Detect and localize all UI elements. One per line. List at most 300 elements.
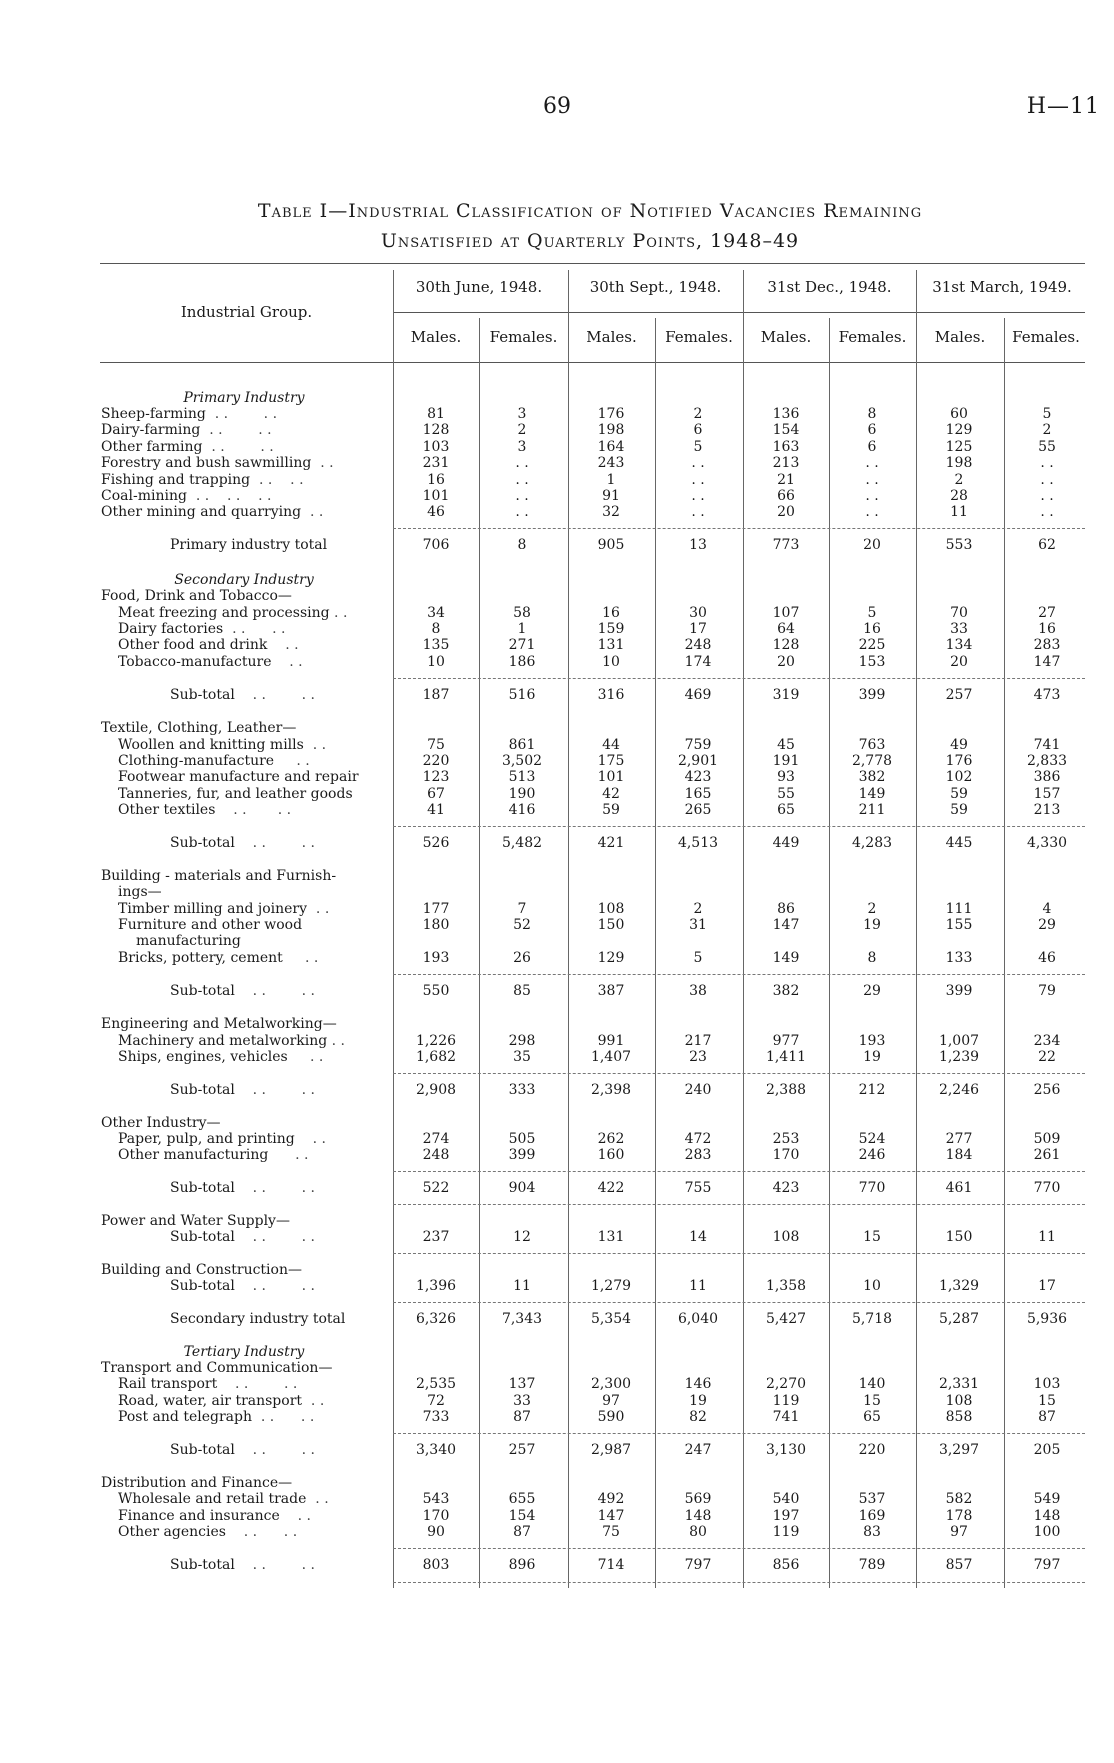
table-cell: 248 bbox=[684, 637, 712, 653]
table-cell: 1,682 bbox=[415, 1049, 457, 1065]
row-label bbox=[118, 802, 404, 818]
table-cell: 6 bbox=[867, 439, 877, 455]
table-cell: 1,358 bbox=[765, 1278, 807, 1294]
subtotal-rule bbox=[393, 1204, 1085, 1205]
table-cell: 20 bbox=[863, 537, 881, 553]
table-cell: 102 bbox=[945, 769, 973, 785]
table-cell: 262 bbox=[597, 1131, 625, 1147]
row-label bbox=[118, 1524, 404, 1540]
table-cell: 12 bbox=[513, 1229, 531, 1245]
table-cell: 213 bbox=[1033, 802, 1061, 818]
table-row bbox=[0, 737, 1114, 753]
row-label bbox=[101, 1213, 387, 1229]
table-cell: 97 bbox=[602, 1393, 620, 1409]
table-row bbox=[0, 769, 1114, 785]
row-label bbox=[118, 1049, 404, 1065]
table-cell: 75 bbox=[602, 1524, 620, 1540]
row-label-text: Furniture and other wood bbox=[118, 917, 303, 933]
table-cell: 2,833 bbox=[1026, 753, 1068, 769]
table-cell: . . bbox=[691, 455, 705, 471]
table-cell: 129 bbox=[945, 422, 973, 438]
row-label bbox=[118, 769, 404, 785]
table-cell: 42 bbox=[602, 786, 620, 802]
table-cell: 176 bbox=[945, 753, 973, 769]
table-cell: 706 bbox=[422, 537, 450, 553]
table-cell: . . bbox=[865, 455, 879, 471]
table-title-line-2: Unsatisfied at Quarterly Points, 1948–49 bbox=[380, 230, 800, 252]
table-cell: 147 bbox=[1033, 654, 1061, 670]
table-cell: 6 bbox=[867, 422, 877, 438]
table-cell: 8 bbox=[867, 406, 877, 422]
row-label-text: Other Industry— bbox=[101, 1115, 221, 1131]
period-header: 30th June, 1948. bbox=[415, 278, 543, 296]
table-cell: 157 bbox=[1033, 786, 1061, 802]
table-cell: 191 bbox=[772, 753, 800, 769]
table-cell: 83 bbox=[863, 1524, 881, 1540]
table-cell: 23 bbox=[689, 1049, 707, 1065]
table-cell: 4,513 bbox=[677, 835, 719, 851]
table-cell: 15 bbox=[1038, 1393, 1056, 1409]
table-cell: 6,326 bbox=[415, 1311, 457, 1327]
table-row bbox=[0, 439, 1114, 455]
row-label bbox=[101, 588, 387, 604]
table-cell: 505 bbox=[508, 1131, 536, 1147]
table-cell: 5 bbox=[693, 950, 703, 966]
row-label-text: Paper, pulp, and printing bbox=[118, 1131, 295, 1147]
leader-dots: . . bbox=[274, 753, 310, 769]
table-cell: 6 bbox=[693, 422, 703, 438]
table-cell: 449 bbox=[772, 835, 800, 851]
table-cell: 184 bbox=[945, 1147, 973, 1163]
table-cell: 17 bbox=[1038, 1278, 1056, 1294]
table-cell: 3 bbox=[517, 406, 527, 422]
table-cell: 20 bbox=[950, 654, 968, 670]
table-cell: 16 bbox=[863, 621, 881, 637]
table-cell: 274 bbox=[422, 1131, 450, 1147]
table-cell: 31 bbox=[689, 917, 707, 933]
table-cell: 5,354 bbox=[590, 1311, 632, 1327]
table-bottom-rule bbox=[393, 1582, 1085, 1583]
table-cell: 146 bbox=[684, 1376, 712, 1392]
table-cell: 44 bbox=[602, 737, 620, 753]
row-label bbox=[101, 1344, 387, 1360]
table-row bbox=[0, 1393, 1114, 1409]
table-cell: 75 bbox=[427, 737, 445, 753]
table-cell: 1 bbox=[517, 621, 527, 637]
table-cell: 283 bbox=[684, 1147, 712, 1163]
leader-dots: . . . . bbox=[234, 1082, 315, 1098]
table-cell: 147 bbox=[772, 917, 800, 933]
subtotal-rule bbox=[393, 1171, 1085, 1172]
row-label bbox=[118, 621, 404, 637]
leader-dots: . . . . bbox=[250, 472, 304, 488]
table-cell: 65 bbox=[777, 802, 795, 818]
table-cell: 755 bbox=[684, 1180, 712, 1196]
table-cell: 65 bbox=[863, 1409, 881, 1425]
table-cell: 159 bbox=[597, 621, 625, 637]
table-cell: 1,239 bbox=[938, 1049, 980, 1065]
row-label-text: Sub-total bbox=[170, 1557, 235, 1573]
table-cell: 15 bbox=[863, 1229, 881, 1245]
row-label bbox=[118, 1033, 404, 1049]
table-cell: 237 bbox=[422, 1229, 450, 1245]
table-cell: 316 bbox=[597, 687, 625, 703]
table-row bbox=[0, 1131, 1114, 1147]
table-cell: 10 bbox=[602, 654, 620, 670]
row-label-text: Coal-mining bbox=[101, 488, 187, 504]
table-cell: . . bbox=[691, 504, 705, 520]
row-label bbox=[101, 472, 387, 488]
table-cell: 154 bbox=[772, 422, 800, 438]
table-row bbox=[0, 901, 1114, 917]
row-label-text: Machinery and metalworking bbox=[118, 1033, 328, 1049]
table-cell: 8 bbox=[867, 950, 877, 966]
table-cell: 60 bbox=[950, 406, 968, 422]
subtotal-rule bbox=[393, 1548, 1085, 1549]
leader-dots: . . bbox=[307, 901, 330, 917]
row-label-text: Rail transport bbox=[118, 1376, 218, 1392]
leader-dots: . . . . bbox=[234, 1229, 315, 1245]
table-cell: . . bbox=[691, 488, 705, 504]
table-cell: 741 bbox=[1033, 737, 1061, 753]
table-cell: 108 bbox=[945, 1393, 973, 1409]
table-cell: 382 bbox=[858, 769, 886, 785]
table-cell: 537 bbox=[858, 1491, 886, 1507]
table-cell: 261 bbox=[1033, 1147, 1061, 1163]
leader-dots: . . . . bbox=[234, 835, 315, 851]
row-label-text: Wholesale and retail trade bbox=[118, 1491, 307, 1507]
row-label bbox=[118, 637, 404, 653]
table-cell: 549 bbox=[1033, 1491, 1061, 1507]
table-cell: 773 bbox=[772, 537, 800, 553]
table-cell: 243 bbox=[597, 455, 625, 471]
table-cell: 234 bbox=[1033, 1033, 1061, 1049]
table-cell: 5 bbox=[693, 439, 703, 455]
table-cell: . . bbox=[515, 472, 529, 488]
table-cell: 180 bbox=[422, 917, 450, 933]
table-cell: 2 bbox=[693, 901, 703, 917]
sex-header: Females. bbox=[1012, 328, 1080, 346]
table-cell: 175 bbox=[597, 753, 625, 769]
table-row bbox=[0, 802, 1114, 818]
table-cell: 461 bbox=[945, 1180, 973, 1196]
table-cell: 382 bbox=[772, 983, 800, 999]
table-cell: 135 bbox=[422, 637, 450, 653]
table-cell: 524 bbox=[858, 1131, 886, 1147]
row-label bbox=[118, 605, 404, 621]
leader-dots: . . . . bbox=[202, 439, 274, 455]
table-cell: 119 bbox=[772, 1524, 800, 1540]
table-cell: 186 bbox=[508, 654, 536, 670]
table-cell: 93 bbox=[777, 769, 795, 785]
leader-dots: . . bbox=[287, 1049, 324, 1065]
table-cell: 197 bbox=[772, 1508, 800, 1524]
table-cell: 87 bbox=[513, 1409, 531, 1425]
table-cell: 52 bbox=[513, 917, 531, 933]
subtotal-rule bbox=[393, 528, 1085, 529]
table-cell: 101 bbox=[597, 769, 625, 785]
table-cell: 131 bbox=[597, 1229, 625, 1245]
subtotal-row bbox=[0, 537, 1114, 553]
table-cell: 857 bbox=[945, 1557, 973, 1573]
table-row bbox=[0, 422, 1114, 438]
leader-dots: . . . . bbox=[234, 1557, 315, 1573]
table-cell: 7 bbox=[517, 901, 527, 917]
row-label bbox=[136, 933, 422, 949]
table-cell: . . bbox=[1040, 472, 1054, 488]
table-cell: 174 bbox=[684, 654, 712, 670]
table-row bbox=[0, 488, 1114, 504]
row-label-text: Secondary industry total bbox=[170, 1311, 346, 1327]
row-label-text: Tertiary Industry bbox=[183, 1344, 305, 1360]
table-cell: 79 bbox=[1038, 983, 1056, 999]
table-cell: 4 bbox=[1042, 901, 1052, 917]
table-cell: 770 bbox=[858, 1180, 886, 1196]
table-cell: 797 bbox=[684, 1557, 712, 1573]
table-cell: 55 bbox=[1038, 439, 1056, 455]
table-cell: 178 bbox=[945, 1508, 973, 1524]
table-cell: 176 bbox=[597, 406, 625, 422]
subtotal-row bbox=[0, 1311, 1114, 1327]
table-cell: 100 bbox=[1033, 1524, 1061, 1540]
table-cell: 2,398 bbox=[590, 1082, 632, 1098]
table-cell: 111 bbox=[945, 901, 973, 917]
table-cell: 165 bbox=[684, 786, 712, 802]
row-label bbox=[101, 1016, 387, 1032]
table-cell: 140 bbox=[858, 1376, 886, 1392]
row-label bbox=[101, 720, 387, 736]
row-label-text: Sub-total bbox=[170, 1278, 235, 1294]
table-cell: 128 bbox=[772, 637, 800, 653]
row-label-text: Transport and Communication— bbox=[101, 1360, 333, 1376]
table-cell: 5,427 bbox=[765, 1311, 807, 1327]
sex-header: Males. bbox=[586, 328, 637, 346]
group-heading-row bbox=[0, 1475, 1114, 1491]
table-cell: 283 bbox=[1033, 637, 1061, 653]
table-cell: 386 bbox=[1033, 769, 1061, 785]
table-row bbox=[0, 455, 1114, 471]
subtotal-rule bbox=[393, 1253, 1085, 1254]
row-label-text: Sub-total bbox=[170, 687, 235, 703]
table-cell: 81 bbox=[427, 406, 445, 422]
table-cell: 217 bbox=[684, 1033, 712, 1049]
header-top-rule bbox=[100, 263, 1085, 264]
table-cell: 87 bbox=[513, 1524, 531, 1540]
table-cell: 770 bbox=[1033, 1180, 1061, 1196]
row-label-text: Power and Water Supply— bbox=[101, 1213, 290, 1229]
table-row bbox=[0, 933, 1114, 949]
table-cell: 3,130 bbox=[765, 1442, 807, 1458]
table-cell: 59 bbox=[602, 802, 620, 818]
table-row bbox=[0, 406, 1114, 422]
table-cell: 445 bbox=[945, 835, 973, 851]
row-label-text: manufacturing bbox=[136, 933, 241, 949]
subtotal-row bbox=[0, 1442, 1114, 1458]
row-label-text: ings— bbox=[118, 884, 162, 900]
table-cell: 193 bbox=[858, 1033, 886, 1049]
row-label-text: Other agencies bbox=[118, 1524, 226, 1540]
table-cell: 5,287 bbox=[938, 1311, 980, 1327]
table-row bbox=[0, 621, 1114, 637]
table-cell: 220 bbox=[422, 753, 450, 769]
table-cell: 733 bbox=[422, 1409, 450, 1425]
row-label bbox=[101, 439, 387, 455]
subtotal-rule bbox=[393, 1302, 1085, 1303]
table-cell: 91 bbox=[602, 488, 620, 504]
table-cell: 2 bbox=[867, 901, 877, 917]
group-heading-row bbox=[0, 720, 1114, 736]
table-cell: 516 bbox=[508, 687, 536, 703]
table-cell: 205 bbox=[1033, 1442, 1061, 1458]
table-cell: 128 bbox=[422, 422, 450, 438]
table-cell: . . bbox=[865, 504, 879, 520]
table-cell: 86 bbox=[777, 901, 795, 917]
table-cell: 1,279 bbox=[590, 1278, 632, 1294]
table-cell: 231 bbox=[422, 455, 450, 471]
subtotal-row bbox=[0, 687, 1114, 703]
row-label bbox=[118, 1376, 404, 1392]
table-cell: 5,718 bbox=[851, 1311, 893, 1327]
table-cell: 62 bbox=[1038, 537, 1056, 553]
row-label-text: Building and Construction— bbox=[101, 1262, 302, 1278]
period-rule bbox=[393, 312, 1085, 313]
leader-dots: . . . . bbox=[251, 1409, 315, 1425]
table-cell: 423 bbox=[684, 769, 712, 785]
table-cell: 271 bbox=[508, 637, 536, 653]
row-label-text: Dairy factories bbox=[118, 621, 224, 637]
group-heading-row bbox=[0, 1213, 1114, 1229]
table-cell: 797 bbox=[1033, 1557, 1061, 1573]
row-label-text: Bricks, pottery, cement bbox=[118, 950, 283, 966]
table-cell: 213 bbox=[772, 455, 800, 471]
table-cell: 422 bbox=[597, 1180, 625, 1196]
table-cell: 1 bbox=[606, 472, 616, 488]
table-cell: 1,407 bbox=[590, 1049, 632, 1065]
table-cell: 2,270 bbox=[765, 1376, 807, 1392]
row-label-text: Road, water, air transport bbox=[118, 1393, 303, 1409]
leader-dots: . . . . bbox=[234, 687, 315, 703]
leader-dots: . . . . bbox=[225, 1524, 298, 1540]
row-label bbox=[101, 1360, 387, 1376]
table-cell: 2,300 bbox=[590, 1376, 632, 1392]
table-cell: 70 bbox=[950, 605, 968, 621]
table-cell: 5,482 bbox=[501, 835, 543, 851]
table-cell: 1,007 bbox=[938, 1033, 980, 1049]
table-cell: 256 bbox=[1033, 1082, 1061, 1098]
leader-dots: . . . . bbox=[234, 1442, 315, 1458]
row-label bbox=[101, 1115, 387, 1131]
table-cell: 13 bbox=[689, 537, 707, 553]
table-cell: 35 bbox=[513, 1049, 531, 1065]
table-row bbox=[0, 1049, 1114, 1065]
table-cell: 107 bbox=[772, 605, 800, 621]
row-label bbox=[118, 1409, 404, 1425]
table-cell: 423 bbox=[772, 1180, 800, 1196]
row-label-text: Other food and drink bbox=[118, 637, 268, 653]
table-cell: 553 bbox=[945, 537, 973, 553]
row-label bbox=[101, 572, 387, 588]
group-heading-row bbox=[0, 1262, 1114, 1278]
row-label bbox=[118, 654, 404, 670]
table-cell: 4,283 bbox=[851, 835, 893, 851]
table-cell: 2,908 bbox=[415, 1082, 457, 1098]
table-cell: 2,331 bbox=[938, 1376, 980, 1392]
table-cell: 137 bbox=[508, 1376, 536, 1392]
sex-header: Males. bbox=[760, 328, 812, 346]
table-cell: 133 bbox=[945, 950, 973, 966]
table-row bbox=[0, 1147, 1114, 1163]
table-row bbox=[0, 1508, 1114, 1524]
table-cell: 759 bbox=[684, 737, 712, 753]
leader-dots: . . bbox=[327, 1033, 346, 1049]
row-label-text: Other manufacturing bbox=[118, 1147, 269, 1163]
table-cell: 150 bbox=[597, 917, 625, 933]
table-cell: 59 bbox=[950, 802, 968, 818]
row-label bbox=[118, 1393, 404, 1409]
table-cell: . . bbox=[865, 488, 879, 504]
table-cell: 22 bbox=[1038, 1049, 1056, 1065]
row-label-text: Timber milling and joinery bbox=[118, 901, 308, 917]
table-cell: 2 bbox=[517, 422, 527, 438]
table-row bbox=[0, 753, 1114, 769]
table-cell: 154 bbox=[508, 1508, 536, 1524]
row-label-text: Meat freezing and processing bbox=[118, 605, 330, 621]
table-cell: 3 bbox=[517, 439, 527, 455]
table-cell: 5,936 bbox=[1026, 1311, 1068, 1327]
table-cell: 11 bbox=[689, 1278, 707, 1294]
table-cell: 2,778 bbox=[851, 753, 893, 769]
row-label-text: Footwear manufacture and repair bbox=[118, 769, 359, 785]
table-cell: . . bbox=[1040, 504, 1054, 520]
table-cell: 97 bbox=[950, 1524, 968, 1540]
table-cell: 177 bbox=[422, 901, 450, 917]
table-cell: 248 bbox=[422, 1147, 450, 1163]
table-cell: 550 bbox=[422, 983, 450, 999]
row-label-text: Clothing-manufacture bbox=[118, 753, 275, 769]
group-heading-row bbox=[0, 390, 1114, 406]
table-cell: 655 bbox=[508, 1491, 536, 1507]
table-cell: 2,901 bbox=[677, 753, 719, 769]
table-cell: 10 bbox=[427, 654, 445, 670]
leader-dots: . . bbox=[329, 605, 348, 621]
row-label bbox=[118, 1491, 404, 1507]
group-heading-row bbox=[0, 868, 1114, 884]
table-cell: 582 bbox=[945, 1491, 973, 1507]
leader-dots: . . . . bbox=[200, 422, 272, 438]
table-cell: 473 bbox=[1033, 687, 1061, 703]
table-cell: 8 bbox=[517, 537, 527, 553]
table-cell: 150 bbox=[945, 1229, 973, 1245]
table-cell: 333 bbox=[508, 1082, 536, 1098]
sex-header: Males. bbox=[934, 328, 986, 346]
table-cell: 125 bbox=[945, 439, 973, 455]
row-label-text: Sub-total bbox=[170, 983, 235, 999]
table-cell: 896 bbox=[508, 1557, 536, 1573]
table-cell: 2,246 bbox=[938, 1082, 980, 1098]
table-cell: 19 bbox=[863, 1049, 881, 1065]
table-cell: 66 bbox=[777, 488, 795, 504]
leader-dots: . . bbox=[311, 455, 334, 471]
table-cell: 212 bbox=[858, 1082, 886, 1098]
table-title bbox=[100, 196, 1080, 256]
subtotal-row bbox=[0, 835, 1114, 851]
table-cell: 101 bbox=[422, 488, 450, 504]
table-cell: 16 bbox=[1038, 621, 1056, 637]
table-cell: 2 bbox=[693, 406, 703, 422]
row-label bbox=[101, 1262, 387, 1278]
table-cell: 149 bbox=[858, 786, 886, 802]
table-cell: 41 bbox=[427, 802, 445, 818]
